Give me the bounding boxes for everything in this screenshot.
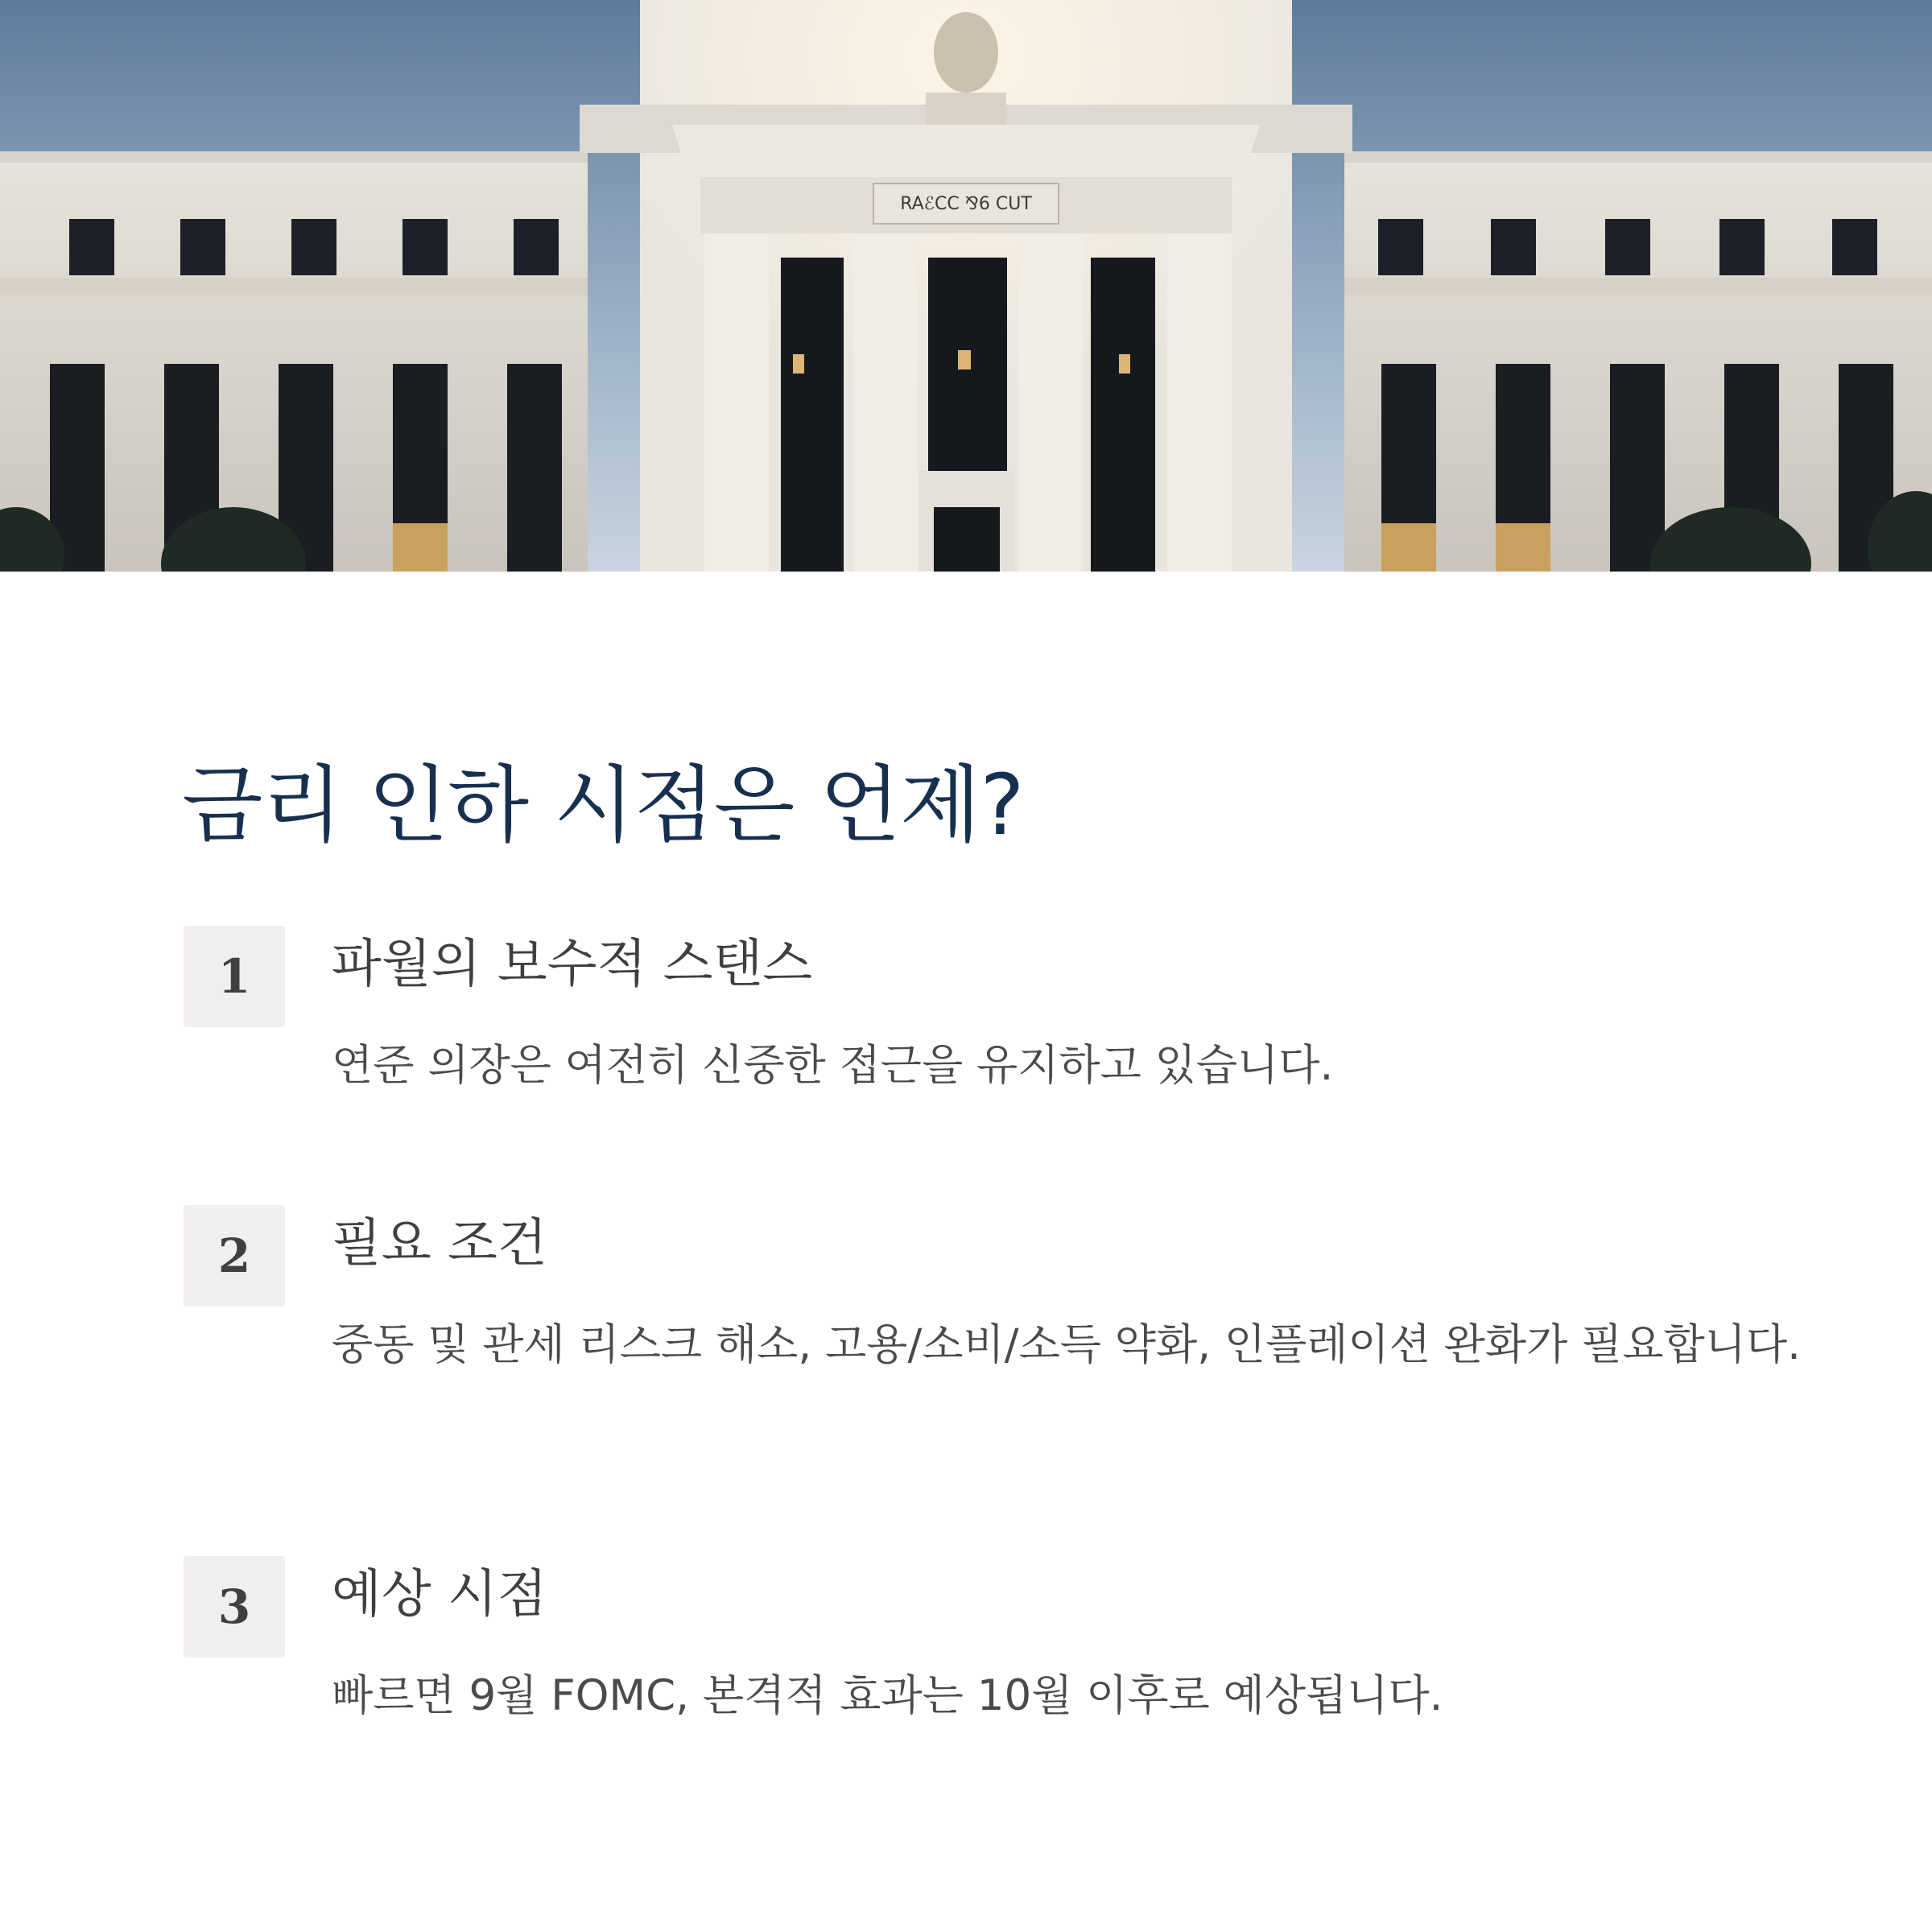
page-title: 금리 인하 시점은 언제? [182, 756, 1024, 854]
number-badge [184, 1556, 285, 1657]
item-description: 중동 및 관세 리스크 해소, 고용/소비/소득 약화, 인플레이션 완화가 필요합니다. [332, 1320, 1802, 1369]
item-heading: 필요 조건 [332, 1214, 547, 1274]
item-description: 연준 의장은 여전히 신중한 접근을 유지하고 있습니다. [332, 1041, 1334, 1090]
number-badge [184, 1205, 285, 1307]
number-badge [184, 926, 285, 1027]
item-number: 3 [217, 1579, 251, 1634]
item-number: 1 [217, 949, 251, 1004]
item-description: 빠르면 9월 FOMC, 본격적 효과는 10월 이후로 예상됩니다. [332, 1671, 1443, 1720]
item-number: 2 [217, 1228, 251, 1283]
item-heading: 예상 시점 [332, 1565, 547, 1624]
main-content [0, 572, 1932, 1932]
hero-image [0, 0, 1932, 572]
inscription: RAℰCC ⅋6 CUT [900, 194, 1032, 214]
item-heading: 파월의 보수적 스탠스 [332, 935, 813, 994]
